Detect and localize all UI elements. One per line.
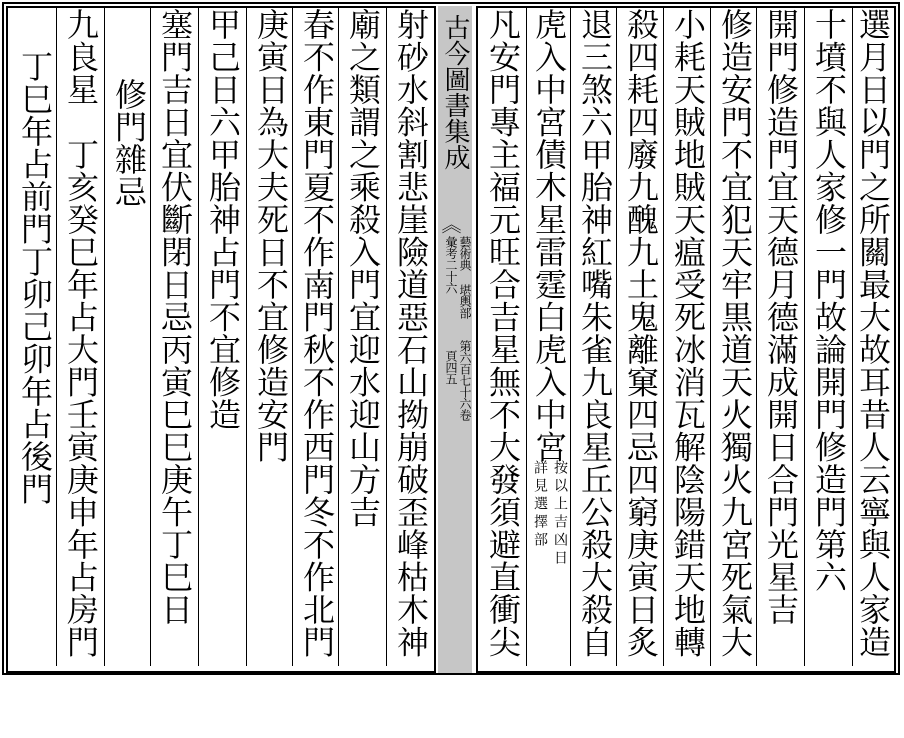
right-column-1: 選月日以門之所關最大故耳昔人云寧與人家造	[854, 8, 892, 658]
column-rule	[198, 8, 199, 666]
right-column-9: 凡安門專主福元旺合吉星無不大發須避直衝尖	[484, 8, 522, 658]
right-column-6: 殺四耗四廢九醜九土鬼離窠四忌四窮庚寅日炙	[622, 8, 660, 658]
left-column-8: 九良星 丁亥癸巳年占大門壬寅庚申年占房門	[62, 8, 100, 658]
column-rule	[386, 8, 387, 666]
annotation-line-1: 按以上吉凶日	[552, 460, 568, 568]
left-column-1: 射砂水斜割悲崖險道惡石山拗崩破歪峰枯木神	[392, 8, 430, 658]
column-rule	[246, 8, 247, 666]
center-line-2: 彙考二十六	[444, 236, 458, 294]
left-column-2: 廟之類謂之乘殺入門宜迎水迎山方吉	[344, 8, 382, 528]
column-rule	[852, 8, 853, 666]
right-column-8: 虎入中宮債木星雷霆白虎入中宮	[530, 8, 568, 463]
right-column-2: 十墳不與人家修一門故論開門修造門第六	[810, 8, 848, 593]
section-heading: 修門雜忌	[110, 78, 148, 208]
left-column-4: 庚寅日為大夫死日不宜修造安門	[252, 8, 290, 463]
book-title: 古今圖書集成	[440, 14, 470, 170]
right-column-5: 小耗天賊地賊天瘟受死冰消瓦解陰陽錯天地轉	[669, 8, 707, 658]
left-column-6: 塞門吉日宜伏斷閉日忌丙寅巳巳庚午丁巳日	[156, 8, 194, 626]
left-column-3: 春不作東門夏不作南門秋不作西門冬不作北門	[298, 8, 336, 658]
center-line-1: 藝術典 堪輿部	[458, 236, 472, 319]
annotation-line-2: 詳見選擇部	[532, 460, 548, 550]
title-bracket: 《	[438, 214, 462, 234]
right-column-3: 開門修造門宜天德月德滿成開日合門光星吉	[762, 8, 800, 626]
left-column-5: 甲己日六甲胎神占門不宜修造	[204, 8, 242, 431]
center-line-3: 第六百七十六卷	[458, 340, 472, 421]
center-line-4: 頁四五	[444, 350, 458, 385]
right-column-7: 退三煞六甲胎神紅嘴朱雀九良星丘公殺大殺自	[576, 8, 614, 658]
left-column-9: 丁巳年占前門丁卯己卯年占後門	[16, 50, 54, 505]
column-rule	[526, 8, 527, 666]
column-rule	[804, 8, 805, 666]
right-column-4: 修造安門不宜犯天牢黒道天火獨火九宮死氣大	[716, 8, 754, 658]
column-rule	[104, 8, 105, 666]
